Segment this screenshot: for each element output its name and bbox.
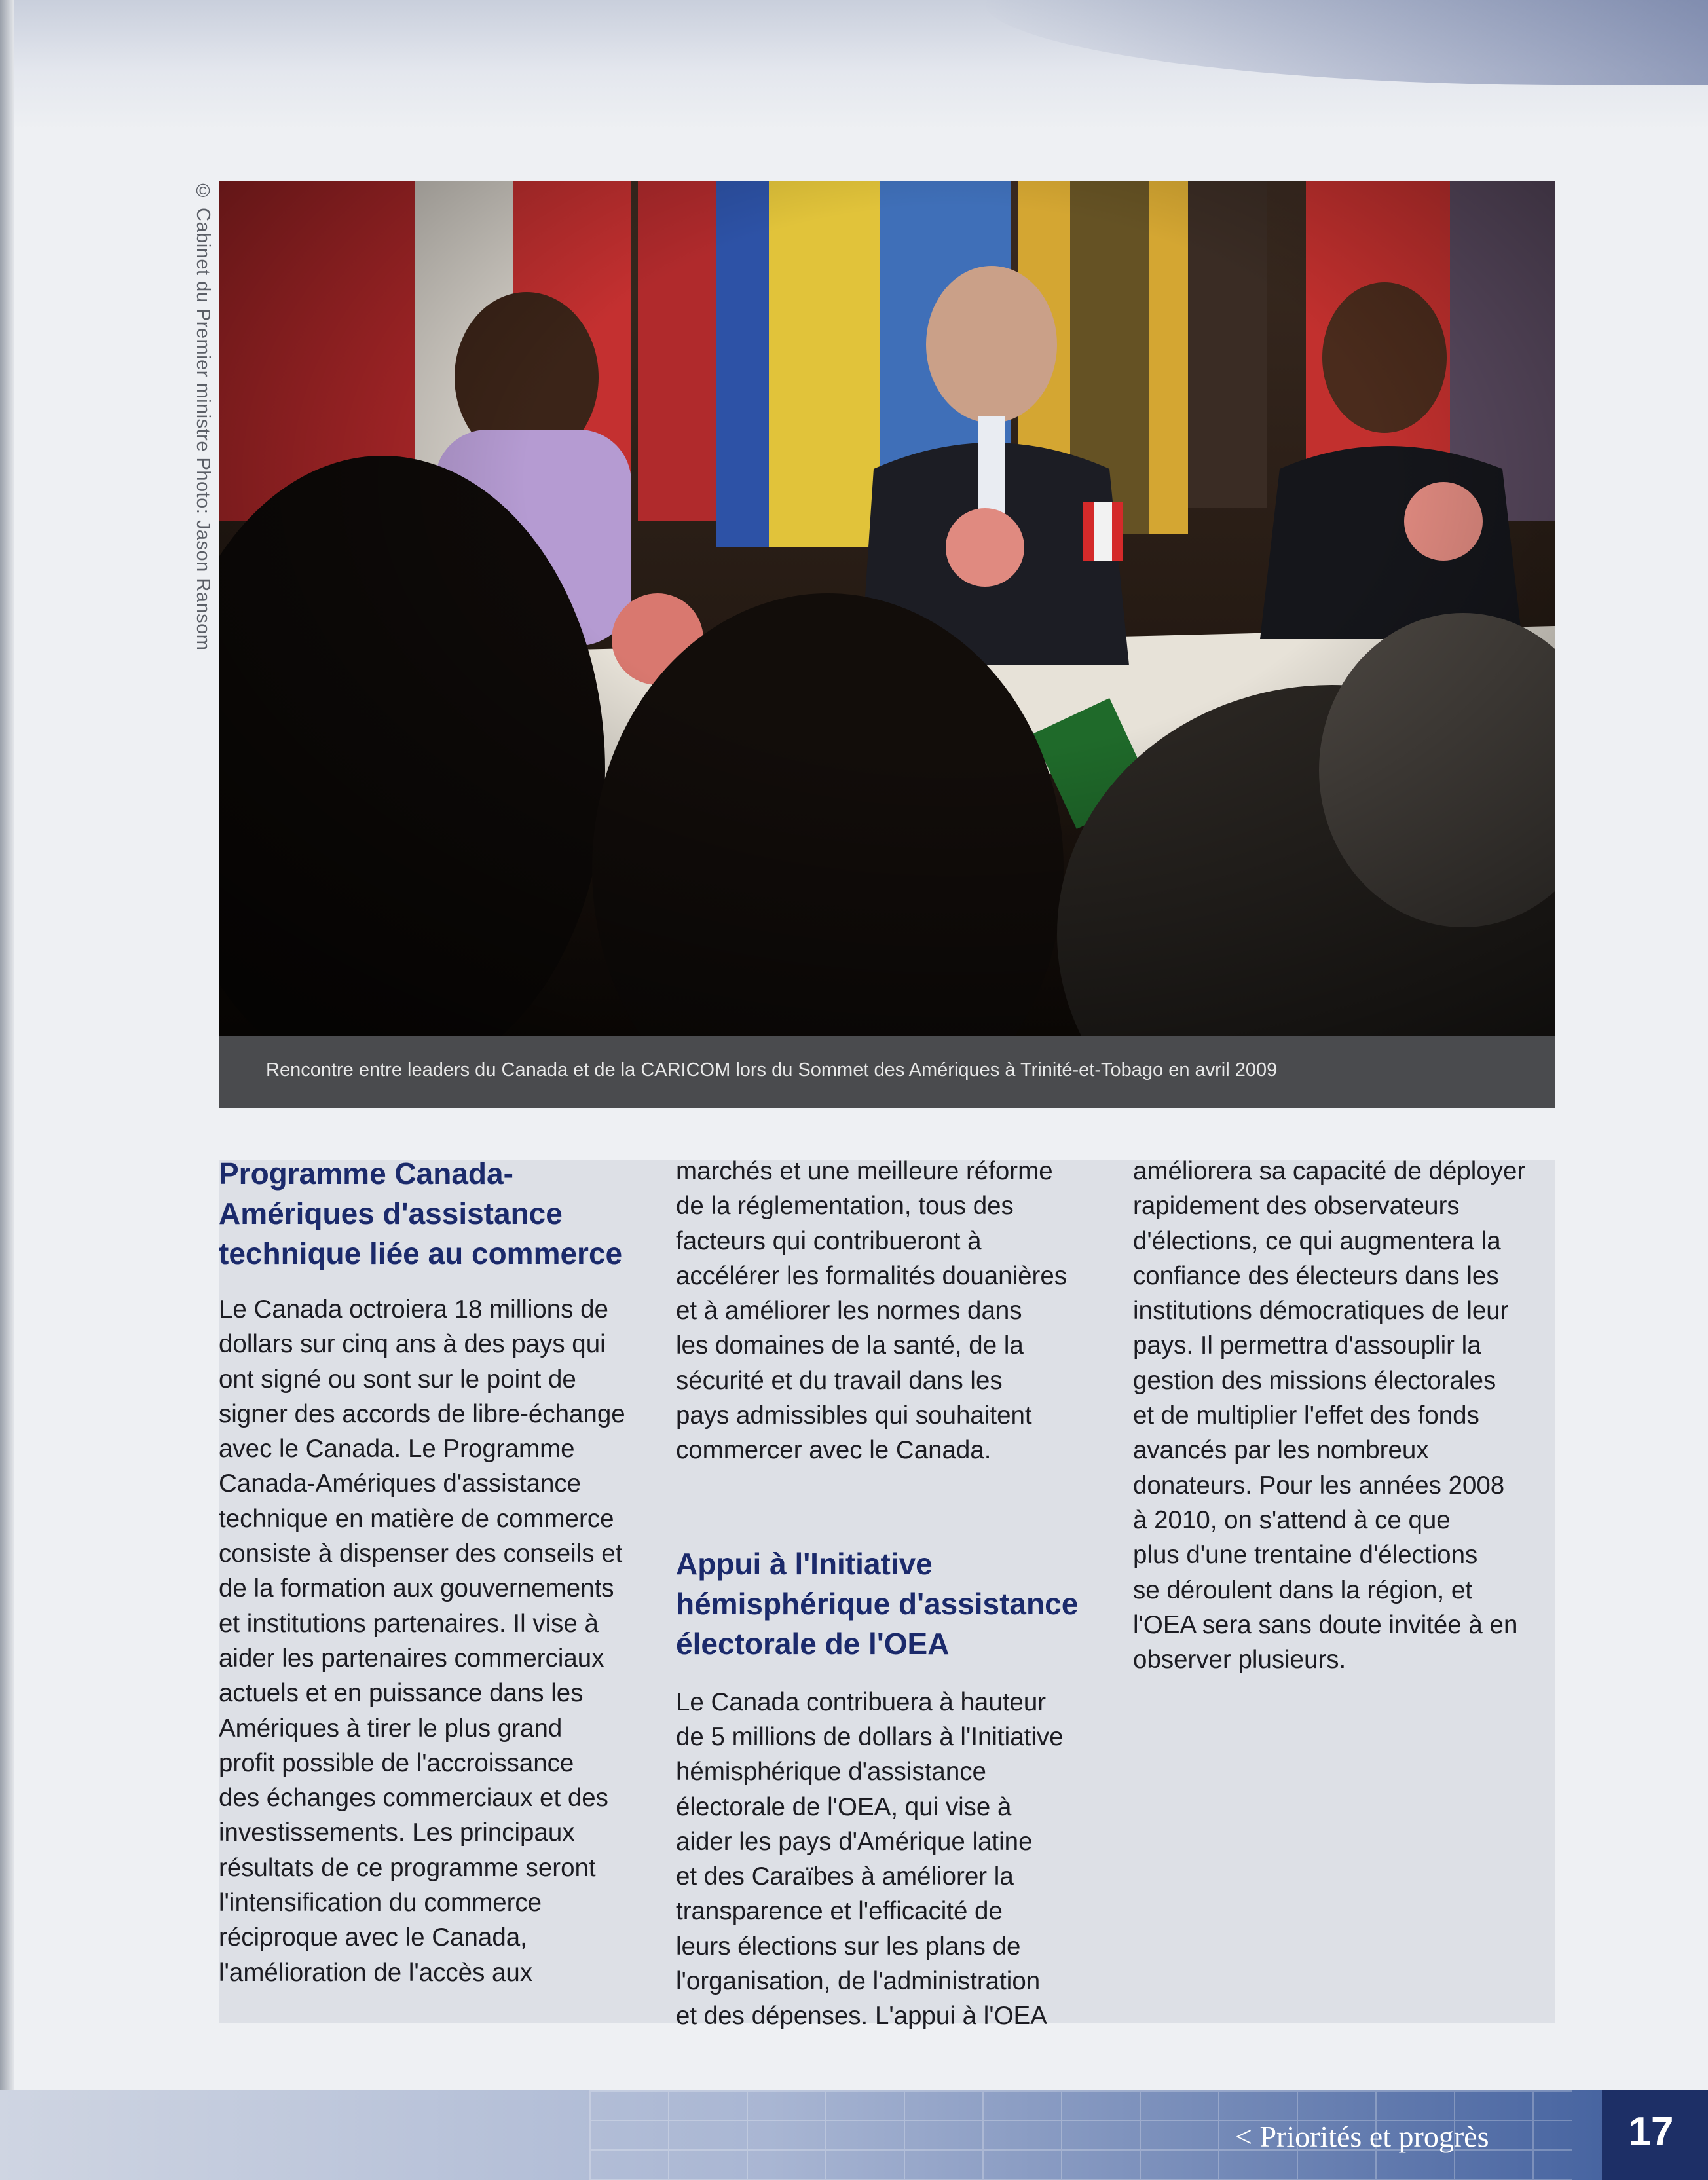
- column-3: [1133, 1154, 1565, 1677]
- section-body-oea-initiative: Le Canada contribuera à hauteur de 5 millions de dollars à l'Initiative hémisphérique d'assistance électorale de l'OEA, qui vise à aider les pays d'Amérique latine et des Caraïbes à améliorer la transparence et l'efficacité de leurs élections sur les plans de l'organisation, de l'administration et des dépenses. L'appui à l'OEA: [676, 1688, 1064, 2031]
- photo-caption-bar: [219, 1036, 1555, 1108]
- column-1: [219, 1154, 651, 1990]
- page-binding-edge: [0, 0, 14, 2180]
- photo-caption: Rencontre entre leaders du Canada et de la CARICOM lors du Sommet des Amériques à Trinité-et-Tobago en avril 2009: [266, 1060, 1278, 1081]
- section-body-trade-assistance: Le Canada octroiera 18 millions de dollars sur cinq ans à des pays qui ont signé ou sont sur le point de signer des accords de libre-échange avec le Canada. Le Programme Canada-Amériques d'assistance technique en matière de commerce consiste à dispenser des conseils et de la formation aux gouvernements et institutions partenaires. Il vise à aider les partenaires commerciaux actuels et en puissance dans les Amériques à tirer le plus grand profit possible de l'accroissance des échanges commerciaux et des investissements. Les principaux résultats de ce programme seront l'intensification du commerce réciproque avec le Canada, l'amélioration de l'accès aux: [219, 1295, 625, 1987]
- summit-photo: [219, 181, 1555, 1036]
- footer-section-title: < Priorités et progrès: [1235, 2120, 1489, 2153]
- photo-credit: © Cabinet du Premier ministre Photo: Jason Ransom: [193, 181, 214, 651]
- page-number-tab: [1602, 2090, 1708, 2180]
- column-2-continuation: marchés et une meilleure réforme de la réglementation, tous des facteurs qui contribueront à accélérer les formalités douanières et à améliorer les normes dans les domaines de la santé, de la sécurité et du travail dans les pays admissibles qui souhaitent commercer avec le Canada.: [676, 1157, 1068, 1465]
- section-heading-trade-assistance: Programme Canada- Amériques d'assistance technique liée au commerce: [219, 1156, 623, 1270]
- page-number: 17: [1628, 2109, 1674, 2154]
- column-3-continuation: améliorera sa capacité de déployer rapidement des observateurs d'élections, ce qui augmentera la confiance des électeurs dans les institutions démocratiques de leur pays. Il permettra d'assouplir la gestion des missions électorales et de multiplier l'effet des fonds avancés par les nombreux donateurs. Pour les années 2008 à 2010, on s'attend à ce que plus d'une trentaine d'élections se déroulent dans la région, et l'OEA sera sans doute invitée à en observer plusieurs.: [1133, 1157, 1526, 1674]
- column-2: [676, 1154, 1108, 2034]
- section-heading-oea-initiative: Appui à l'Initiative hémisphérique d'assistance électorale de l'OEA: [676, 1546, 1079, 1661]
